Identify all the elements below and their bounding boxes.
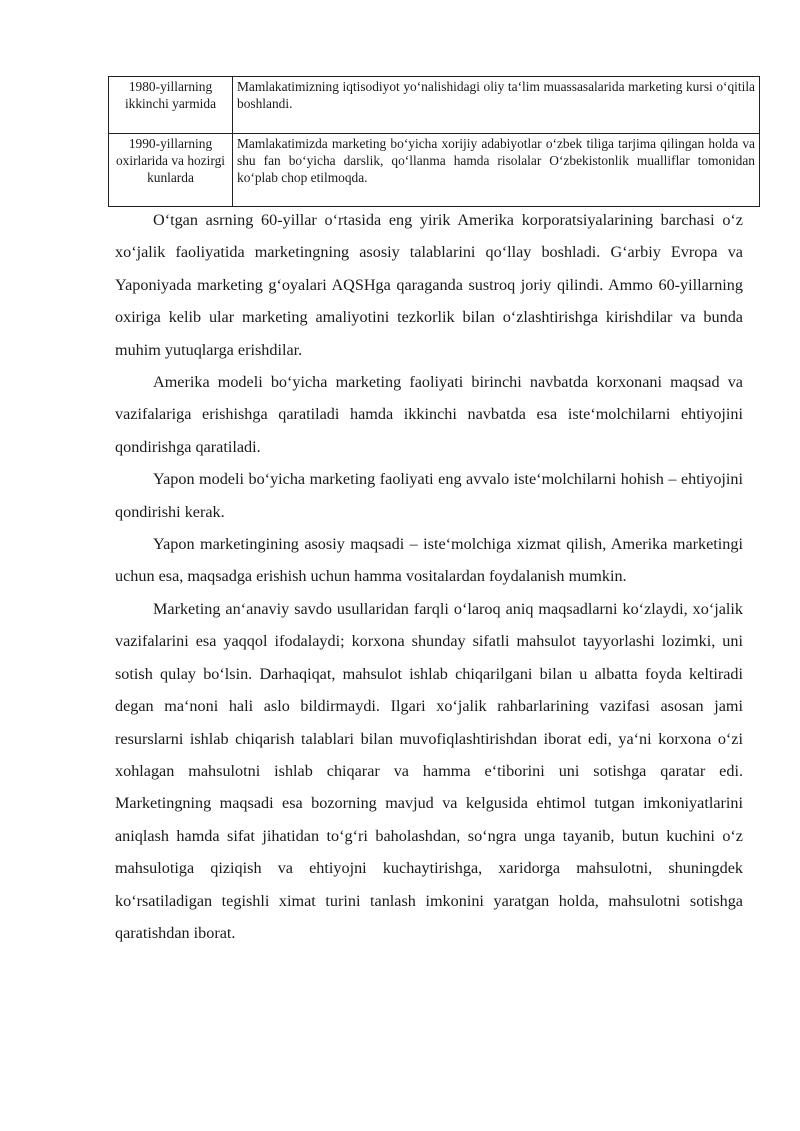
- paragraph: Marketing an‘anaviy savdo usullaridan farqli o‘laroq aniq maqsadlarni ko‘zlaydi, xo‘jalik vazifalarini esa yaqqol ifodalaydi; korxona shunday sifatli mahsulot tayyorlashi lozimki, uni sotish qulay bo‘lsin. Darhaqiqat, mahsulot ishlab chiqarilgani bilan u albatta foyda keltiradi degan ma‘noni hali aslo bildirmaydi. Ilgari xo‘jalik rahbarlarining vazifasi asosan jami resurslarni ishlab chiqarish talablari bilan muvofiqlashtirishdan iborat edi, ya‘ni korxona o‘zi xohlagan mahsulotni ishlab chiqarar va hamma e‘tiborini uni sotishga qaratar edi. Marketingning maqsadi esa bozorning mavjud va kelgusida ehtimol tutgan imkoniyatlarini aniqlash hamda sifat jihatidan to‘g‘ri baholashdan, so‘ngra unga tayanib, butun kuchini o‘z mahsulotiga qiziqish va ehtiyojni kuchaytirishga, xaridorga mahsulotni, shuningdek ko‘rsatiladigan tegishli ximat turini tanlash imkonini yaratgan holda, mahsulotni sotishga qaratishdan iborat.: [115, 599, 743, 942]
- paragraph: Yapon marketingining asosiy maqsadi – iste‘molchiga xizmat qilish, Amerika marketingi uchun esa, maqsadga erishish uchun hamma vositalardan foydalanish mumkin.: [115, 535, 743, 586]
- table-cell-period: 1990-yillarning oxirlarida va hozirgi kunlarda: [109, 134, 233, 207]
- body-text: [115, 204, 743, 949]
- table-row: [109, 77, 760, 134]
- paragraph: Yapon modeli bo‘yicha marketing faoliyati eng avvalo iste‘molchilarni hohish – ehtiyojini qondirishi kerak.: [115, 470, 743, 521]
- paragraph: Amerika modeli bo‘yicha marketing faoliyati birinchi navbatda korxonani maqsad va vazifalariga erishishga qaratiladi hamda ikkinchi navbatda esa iste‘molchilarni ehtiyojini qondirishga qaratiladi.: [115, 373, 743, 456]
- table-row: [109, 134, 760, 207]
- table-cell-description: Mamlakatimizning iqtisodiyot yo‘nalishidagi oliy ta‘lim muassasalarida marketing kursi o‘qitila boshlandi.: [233, 77, 760, 134]
- history-table: [108, 76, 760, 207]
- table-cell-period: 1980-yillarning ikkinchi yarmida: [109, 77, 233, 134]
- paragraph: O‘tgan asrning 60-yillar o‘rtasida eng yirik Amerika korporatsiyalarining barchasi o‘z xo‘jalik faoliyatida marketingning asosiy talablarini qo‘llay boshladi. G‘arbiy Evropa va Yaponiyada marketing g‘oyalari AQSHga qaraganda sustroq joriy qilindi. Ammo 60-yillarning oxiriga kelib ular marketing amaliyotini tezkorlik bilan o‘zlashtirishga kirishdilar va bunda muhim yutuqlarga erishdilar.: [115, 211, 743, 359]
- table-cell-description: Mamlakatimizda marketing bo‘yicha xorijiy adabiyotlar o‘zbek tiliga tarjima qilingan holda va shu fan bo‘yicha darslik, qo‘llanma hamda risolalar O‘zbekistonlik mualliflar tomonidan ko‘plab chop etilmoqda.: [233, 134, 760, 207]
